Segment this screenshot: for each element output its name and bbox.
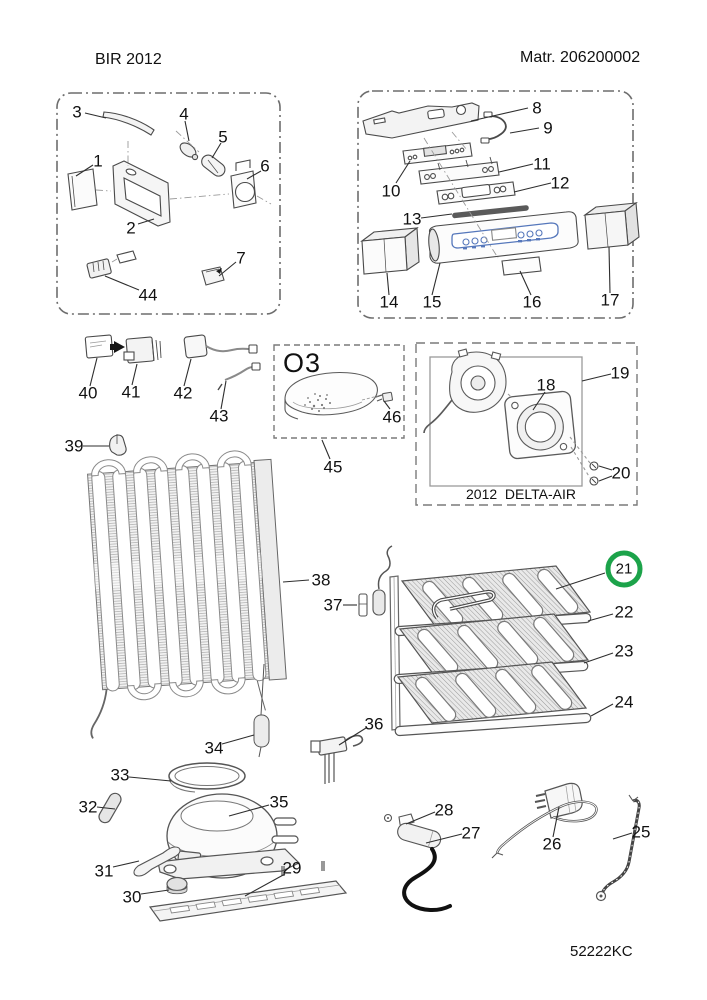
callout-25: 25	[631, 822, 651, 842]
callout-9: 9	[543, 118, 553, 138]
callout-36: 36	[364, 714, 384, 734]
callout-16: 16	[522, 292, 542, 312]
callout-1: 1	[93, 151, 103, 171]
callout-38: 38	[311, 570, 331, 590]
callout-11: 11	[533, 154, 551, 174]
callout-30: 30	[122, 887, 142, 907]
callout-41: 41	[121, 382, 141, 402]
callout-27: 27	[461, 823, 481, 843]
callout-23: 23	[614, 641, 634, 661]
callout-34: 34	[204, 738, 224, 758]
callout-24: 24	[614, 692, 634, 712]
callout-19: 19	[610, 363, 630, 383]
door-lamp-parts-drawing	[68, 112, 256, 285]
callout-28: 28	[434, 800, 454, 820]
shelves-drawing	[390, 566, 591, 736]
sensor-drawing	[359, 546, 392, 616]
delta-air-label: 2012 DELTA-AIR	[466, 486, 576, 502]
capacitor-drawing	[385, 814, 451, 910]
callout-3: 3	[72, 102, 82, 122]
fan-parts-drawing	[424, 349, 598, 485]
callout-21: 21	[606, 551, 643, 588]
callout-40: 40	[78, 383, 98, 403]
callout-14: 14	[379, 292, 399, 312]
cords-drawing	[492, 783, 639, 900]
callout-8: 8	[532, 98, 542, 118]
matr-number: Matr. 206200002	[520, 49, 641, 66]
o3-label: O3	[283, 348, 322, 378]
callout-39: 39	[64, 436, 84, 456]
callout-5: 5	[218, 127, 228, 147]
callout-4: 4	[179, 104, 189, 124]
bracket-drawing	[311, 736, 362, 784]
callout-29: 29	[282, 858, 302, 878]
callout-17: 17	[600, 290, 620, 310]
callout-43: 43	[209, 406, 229, 426]
callout-33: 33	[110, 765, 130, 785]
condenser-drawing	[72, 448, 289, 757]
page-title: BIR 2012	[95, 51, 162, 68]
callout-13: 13	[402, 209, 422, 229]
drawing-code: 52222KC	[570, 943, 633, 960]
callout-2: 2	[126, 218, 136, 238]
callout-35: 35	[269, 792, 289, 812]
callout-44: 44	[138, 285, 158, 305]
callout-20: 20	[611, 463, 631, 483]
o3-cover-drawing	[285, 373, 393, 419]
callout-12: 12	[550, 173, 570, 193]
callout-46: 46	[382, 407, 402, 427]
callout-32: 32	[78, 797, 98, 817]
callout-10: 10	[381, 181, 401, 201]
callout-31: 31	[94, 861, 114, 881]
callout-6: 6	[260, 156, 270, 176]
callout-15: 15	[422, 292, 442, 312]
callout-22: 22	[614, 602, 634, 622]
control-panel-parts-drawing	[362, 103, 639, 275]
callout-26: 26	[542, 834, 562, 854]
callout-7: 7	[236, 248, 246, 268]
callout-18: 18	[536, 375, 556, 395]
callout-45: 45	[323, 457, 343, 477]
callout-42: 42	[173, 383, 193, 403]
callout-37: 37	[323, 595, 343, 615]
